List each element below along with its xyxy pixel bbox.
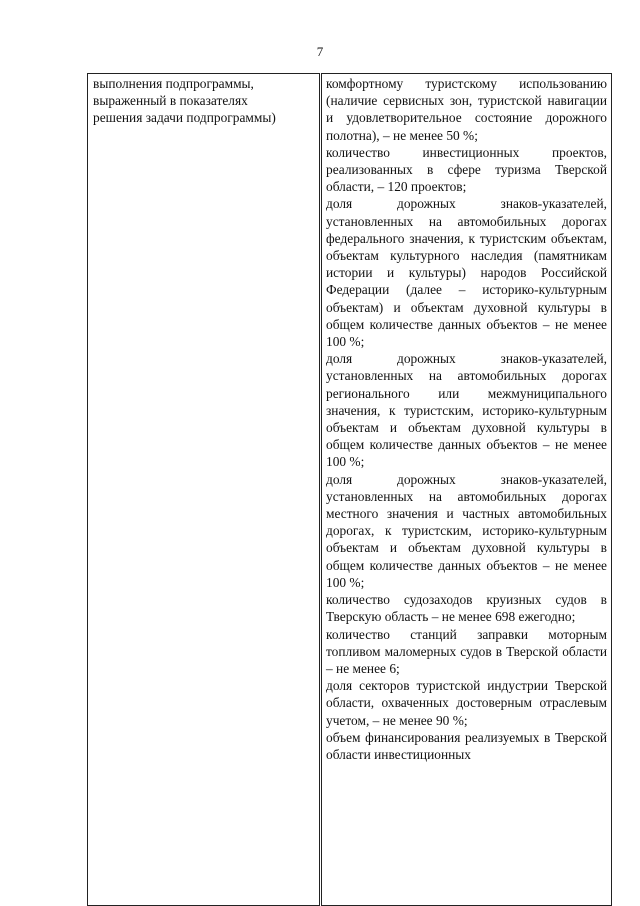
indicator-item: количество судозаходов круизных судов в Тверскую область – не менее 698 ежегодно; (326, 592, 607, 625)
page-number: 7 (316, 44, 324, 59)
table-cell-right (321, 74, 612, 906)
indicator-item: количество станций заправки моторным топливом маломерных судов в Тверской области – не менее 6; (326, 626, 607, 676)
indicator-item: комфортному туристскому использованию (наличие сервисных зон, туристской навигации и удовлетворительное состояние дорожного полотна), – не менее 50 %; (326, 76, 607, 143)
table-row (88, 74, 612, 906)
left-cell-line: решения задачи подпрограммы) (93, 110, 276, 126)
indicator-item: доля секторов туристской индустрии Тверской области, охваченных достоверным отраслевым учетом, – не менее 90 %; (326, 678, 607, 728)
indicator-item: количество инвестиционных проектов, реализованных в сфере туризма Тверской области, – 120 проектов; (326, 144, 607, 195)
indicator-item: доля дорожных знаков-указателей, установленных на автомобильных дорогах регионального или межмуниципального значения, к туристским, историко-культурным объектам и объектам духовной культуры в общем количестве данных объектов – не менее 100 %; (326, 351, 607, 470)
indicator-item: доля дорожных знаков-указателей, установленных на автомобильных дорогах местного значения и частных автомобильных дорогах, к туристским, историко-культурным объектам и объектам духовной культуры в общем количестве данных объектов – не менее 100 %; (326, 471, 607, 590)
indicator-item: доля дорожных знаков-указателей, установленных на автомобильных дорогах федерального значения, к туристским объектам, объектам культурного наследия (памятникам истории и культуры) народов Российской Федерации (далее – историко-культурным объектам) и объектам духовной культуры в общем количестве данных объектов – не менее 100 %; (326, 196, 607, 350)
indicator-item: объем финансирования реализуемых в Тверской области инвестиционных (326, 729, 607, 762)
document-table (87, 73, 612, 906)
left-cell-line: выраженный в показателях (93, 93, 248, 109)
table-cell-left (88, 74, 321, 906)
left-cell-line: выполнения подпрограммы, (93, 76, 254, 91)
